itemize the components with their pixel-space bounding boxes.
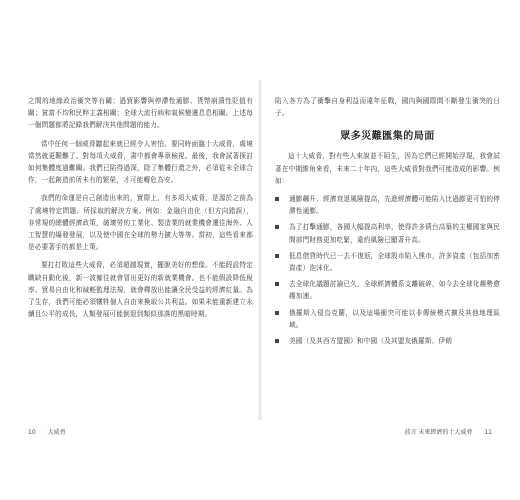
left-paragraph-2: 當中任何一個威脅聽起來就已經令人害怕。要同時面臨十大威脅，處境當然就更艱難了。對每項大威脅，書中都會專章檢視。最後，我會試著探討如何集體度過難關。我們已陷得過深，除了集體行還之外，必須從未全球合作，一起創造前所未有的繁榮，才可能轉危為安。 <box>28 139 253 185</box>
left-page-number: 10 <box>28 429 36 436</box>
left-running-head: 大威脅 <box>47 429 66 436</box>
right-running-head: 前言 未來經濟的十大威脅 <box>404 429 473 436</box>
square-bullet-icon <box>275 339 279 343</box>
bullet-item <box>275 221 500 245</box>
square-bullet-icon <box>275 282 279 286</box>
left-paragraph-1: 之間的地緣政治衝突等有關；過貿影響與停滯性通膨、貨幣崩潰性貶值有關；貧富不均和民粹主義相關；全球大流行病和氣候變遷息息相關。上述每一個問題都將記錄我們解決其他問題的能力。 <box>28 97 253 130</box>
bullet-item <box>275 250 500 274</box>
left-paragraph-3: 我們的命運是自己創造出來的，實際上，有多項大威脅，是源於之前為了處境特定問題、所採取的解決方案。例如：金融自由化（但方向錯誤），非常規的總體經濟政策，破壞勞的工業化、製造業的就業機會遷往海外、人工智慧的爆發發展，以及使中國在全球的勢力擴大等等。當初，這些看來都是必要著手的都是上策。 <box>28 194 253 252</box>
left-footer <box>28 427 66 436</box>
bullet-item <box>275 335 500 347</box>
left-paragraph-4: 要打打敗這些大威脅，必須超越現實，擺脫美好的想像。不能假設特定職缺自動化後，新一波僱往就會冒出更好的新就業機會。也不能假設降低稅率、貿易自由化和減輕監理法規，就會釋放出能讓全民受益的經濟紅量。為了生存，我們可能必須犧牲個人自由來換取公共利益。如果未能重新建立永續且公平的成長，人類發展可能倒退到類似那落的黑暗時期。 <box>28 261 253 319</box>
bullet-item <box>275 278 500 302</box>
bullet-item <box>275 307 500 331</box>
bullet-text: 為了打擊通膨，各國大幅提高利率，使得許多債台高築的主權國家與民間部門財務更加吃緊，違約風險已顯著升高。 <box>289 223 500 244</box>
left-page <box>28 95 253 415</box>
right-page <box>275 95 500 415</box>
right-page-number: 11 <box>484 429 492 436</box>
right-intro-paragraph: 陷入各方為了衝擊自身利益而違年征戰，國內與國際間不斷發生衝突的日子。 <box>275 97 500 118</box>
bullet-text: 去全球化議題討論已久，全球經濟體系支離破碎，如今去全球化趨勢愈趨加速。 <box>289 280 500 301</box>
threat-bullet-list <box>275 193 500 347</box>
square-bullet-icon <box>275 311 279 315</box>
bullet-text: 低息借貸時代已一去不復返，全球股市陷入熊市，許多資產（包括加密資產）泡沫化。 <box>289 251 500 273</box>
right-paragraph-2: 這十大威脅，對有些人來說並不陌生，因為它們已經開始浮現，我會試著在中期維角來看，未來二十年內，這些大威脅對我們可能造成的影響。例如： <box>275 152 500 185</box>
square-bullet-icon <box>275 197 279 201</box>
bullet-text: 美國（及其西方盟國）和中國（及其盟友俄羅斯、伊朗 <box>289 337 453 346</box>
right-footer <box>405 427 492 436</box>
book-gutter <box>258 80 262 420</box>
bullet-item <box>275 193 500 217</box>
square-bullet-icon <box>275 254 279 258</box>
bullet-text: 俄羅斯入侵烏克蘭，以及這場衝突可能以非傳統模式擴及其他地理區域。 <box>289 308 500 329</box>
section-title: 眾多災難匯集的局面 <box>340 131 435 143</box>
bullet-text: 通膨飆升、經濟衰退風險提高，先進經濟體可能陷入比過膨更可怕的停滯性通膨。 <box>289 195 500 216</box>
square-bullet-icon <box>275 225 279 229</box>
